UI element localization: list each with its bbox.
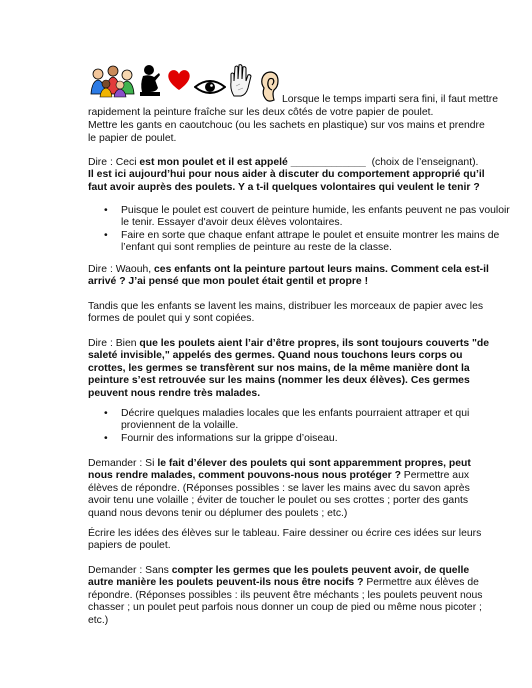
- ceci-line-1: Dire : Ceci est mon poulet et il est appelé _____________ (choix de l’enseignant).: [88, 157, 479, 168]
- waouh-line-2: arrivé ? J’ai pensé que mon poulet était gentil et propre !: [88, 276, 369, 288]
- heart-icon: [166, 68, 192, 92]
- icon-row: [88, 64, 288, 110]
- group-of-people-icon: [88, 64, 138, 98]
- lavent-line-2: formes de poulet qui y sont copiées.: [88, 313, 255, 325]
- idees-line-1: Écrire les idées des élèves sur le tableau. Faire dessiner ou écrire ces idées sur leurs: [88, 528, 482, 539]
- germes-line-2: saleté invisible," appelés des germes. Quand nous touchons leurs corps ou: [88, 350, 463, 362]
- proteger-line-2: nous rendre malades, comment pouvons-nous nous protéger ? Permettre aux: [88, 470, 470, 482]
- list-item: • Puisque le poulet est couvert de peinture humide, les enfants peuvent ne pas vouloir le tenir. Essayer d'avoir deux élèves volontaires.: [88, 205, 512, 230]
- hand-icon: [228, 64, 252, 98]
- ceci-line-2: Il est ici aujourd’hui pour nous aider à discuter du comportement approprié qu’il: [88, 169, 485, 181]
- intro-line-3: Mettre les gants en caoutchouc (ou les sachets en plastique) sur vos mains et prendre: [88, 120, 485, 131]
- germes-line-3: crottes, les germes se transfèrent sur nos mains, de la même manière dont la: [88, 362, 470, 374]
- eye-icon: [194, 78, 226, 96]
- nocifs-line-5: etc.): [88, 614, 109, 626]
- bullet-list-2: [88, 408, 512, 445]
- section-lavent-mains: [88, 301, 512, 326]
- nocifs-line-2: autre manière les poulets peuvent-ils nous être nocifs ? Permettre aux élèves de: [88, 577, 479, 589]
- waouh-line-1: Dire : Waouh, ces enfants ont la peinture partout leurs mains. Comment cela est-il: [88, 264, 489, 275]
- idees-line-2: papiers de poulet.: [88, 540, 171, 552]
- proteger-line-1: Demander : Si le fait d’élever des poulets qui sont apparemment propres, peut: [88, 458, 471, 469]
- proteger-line-4: avoir tenu une volaille ; éviter de toucher le poulet ou ses crottes ; porter des gants: [88, 495, 469, 507]
- praying-person-icon: [138, 64, 164, 98]
- list-item: • Décrire quelques maladies locales que les enfants pourraient attraper et qui proviennent de la volaille.: [88, 408, 512, 433]
- intro-line-4: le papier de poulet.: [88, 133, 177, 144]
- proteger-line-5: quand nous devons tenir ou déplumer des poulets ; etc.): [88, 507, 348, 519]
- nocifs-line-3: répondre. (Réponses possibles : ils peuvent être méchants ; les poulets peuvent nous: [88, 589, 483, 601]
- proteger-line-3: élèves de répondre. (Réponses possibles : se laver les mains avec du savon après: [88, 482, 470, 494]
- ceci-line-3: faut avoir auprès des poulets. Y a t-il quelques volontaires qui veulent le tenir ?: [88, 181, 480, 193]
- list-item: • Fournir des informations sur la grippe d’oiseau.: [88, 433, 512, 445]
- ear-icon: [258, 70, 280, 104]
- list-item: • Faire en sorte que chaque enfant attrape le poulet et ensuite montrer les mains de l’enfant qui sont remplies de peinture au reste de la classe.: [88, 230, 512, 255]
- section-waouh: [88, 264, 512, 289]
- section-germes: [88, 338, 512, 400]
- section-ecrire-idees: [88, 528, 512, 553]
- nocifs-line-4: chasser ; un poulet peut parfois nous donner un coup de pied ou même nous picoter ;: [88, 602, 482, 614]
- section-demander-proteger: [88, 458, 512, 520]
- lavent-line-1: Tandis que les enfants se lavent les mains, distribuer les morceaux de papier avec les: [88, 301, 484, 312]
- nocifs-line-1: Demander : Sans compter les germes que les poulets peuvent avoir, de quelle: [88, 565, 470, 576]
- section-ceci-poulet: [88, 157, 512, 194]
- germes-line-5: peuvent nous rendre très malades.: [88, 387, 261, 399]
- section-demander-nocifs: [88, 565, 512, 627]
- intro-line-1: Lorsque le temps imparti sera fini, il faut mettre: [282, 94, 498, 105]
- germes-line-1: Dire : Bien que les poulets aient l’air d’être propres, ils sont toujours couverts "de: [88, 338, 490, 349]
- germes-line-4: peinture s’est retrouvée sur les mains (nommer les deux élèves). Ces germes: [88, 375, 470, 387]
- intro-line-2: rapidement la peinture fraîche sur les deux côtés de votre papier de poulet.: [88, 107, 434, 118]
- bullet-list-1: [88, 205, 512, 255]
